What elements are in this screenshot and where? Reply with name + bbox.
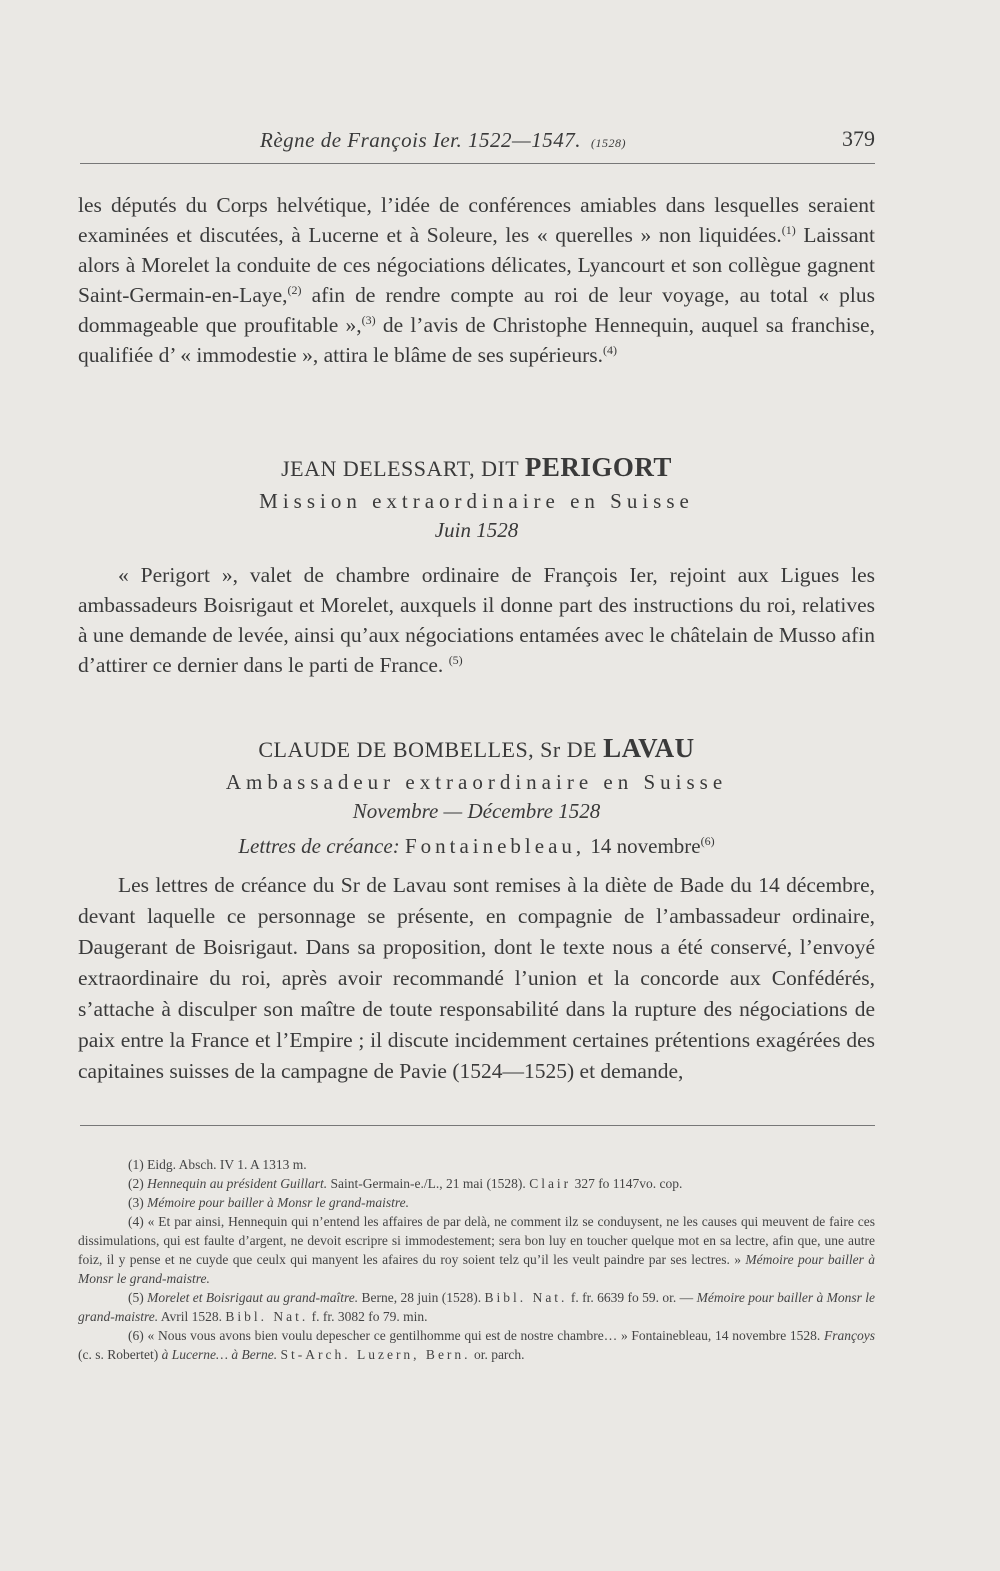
footnote-1: (1) Eidg. Absch. IV 1. A 1313 m. xyxy=(128,1157,307,1172)
page-header xyxy=(80,126,875,160)
page-number: 379 xyxy=(842,126,875,151)
section-1-date: Juin 1528 xyxy=(434,518,519,542)
footnote-ref: (4) xyxy=(603,342,617,357)
intro-paragraph: les députés du Corps helvétique, l’idée de conférences amiables dans lesquelles seraient examinées et discutées, à Lucerne et à Soleure, les « querelles » non liquidées.$^{(1)}$ Laissant alors à Morelet la conduite de ces négociations délicates, Lyancourt et son collègue gagnent Saint-Germain-en-Laye,$^{(2)}$ afin de rendre compte au roi de leur voyage, au total « plus dommageable que proufitable »,$^{(3)}$ de l’avis de Christophe Hennequin, auquel sa franchise, qualifiée d’ « immodestie », attira le blâme de ses supérieurs.$^{(4)}$ xyxy=(78,193,875,367)
section-1-title: JEAN DELESSART, DIT PERIGORT xyxy=(281,452,672,482)
credence-line: Lettres de créance: Fontainebleau, 14 novembre$^{(6)}$ xyxy=(238,834,715,858)
section-2-heading xyxy=(78,733,875,859)
footnote-3: (3) Mémoire pour bailler à Monsr le grand-maistre. xyxy=(128,1195,409,1210)
section-2-date: Novembre — Décembre 1528 xyxy=(352,799,601,823)
footnote-ref: (2) xyxy=(287,282,302,297)
footnote-ref: (6) xyxy=(700,834,715,848)
footnote-rule xyxy=(80,1125,875,1126)
section-1-heading xyxy=(78,452,875,543)
footnote-ref: (1) xyxy=(781,222,796,237)
section-2-subtitle: Ambassadeur extraordinaire en Suisse xyxy=(225,770,728,794)
section-2-title: CLAUDE DE BOMBELLES, Sr DE LAVAU xyxy=(258,733,695,763)
footnote-4: (4) « Et par ainsi, Hennequin qui n’entend les affaires de par delà, ne comment ilz se conduysent, ne les causes qui meuvent de faire ces dissimulations, qui est faulte d’argent, ne devoit escripre si immodestement; sera bon luy en toucher quelque mot en sa lectre, afin que, une autre foiz, il y pense et ne cuyde que ceulx qui manyent les afaires du roy soient telz qu’il les veult paindre par ses lectres. » Mémoire pour bailler à Monsr le grand-maistre. xyxy=(78,1214,875,1286)
footnote-ref: (3) xyxy=(361,312,376,327)
header-rule xyxy=(80,163,875,164)
footnote-2: (2) Hennequin au président Guillart. Saint-Germain-e./L., 21 mai (1528). Clair 327 fo 1147vo. cop. xyxy=(128,1176,683,1191)
footnote-6: (6) « Nous vous avons bien voulu depescher ce gentilhomme qui est de nostre chambre… » Fontainebleau, 14 novembre 1528. Françoys (c. s. Robertet) à Lucerne… à Berne. St-Arch. Luzern, Bern. or. parch. xyxy=(78,1328,876,1362)
date-tag: (1528) xyxy=(590,136,626,150)
footnotes xyxy=(78,1155,875,1364)
section-1-paragraph: « Perigort », valet de chambre ordinaire de François Ier, rejoint aux Ligues les ambassadeurs Boisrigaut et Morelet, auxquels il donne part des instructions du roi, relatives à une demande de levée, ainsi qu’aux négociations entamées avec le châtelain de Musso afin d’attirer ce dernier dans le parti de France. $^{(5)}$ xyxy=(78,563,875,677)
footnote-ref: (5) xyxy=(448,652,463,667)
footnote-5: (5) Morelet et Boisrigaut au grand-maître. Berne, 28 juin (1528). Bibl. Nat. f. fr. 6639 fo 59. or. — Mémoire pour bailler à Monsr le grand-maistre. Avril 1528. Bibl. Nat. f. fr. 3082 fo 79. min. xyxy=(78,1290,876,1324)
running-title: Règne de François Ier. 1522—1547. (1528) xyxy=(260,128,626,152)
section-2-paragraph: Les lettres de créance du Sr de Lavau sont remises à la diète de Bade du 14 décembre, devant laquelle ce personnage se présente, en compagnie de l’ambassadeur ordinaire, Daugerant de Boisrigaut. Dans sa proposition, dont le texte nous a été conservé, l’envoyé extraordinaire du roi, après avoir recommandé l’union et la concorde aux Confédérés, s’attache à disculper son maître de toute responsabilité dans la rupture des négociations de paix entre la France et l’Empire ; il discute incidemment certaines prétentions exagérées des capitaines suisses de la campagne de Pavie (1524—1525) et demande, xyxy=(78,873,875,1083)
section-1-subtitle: Mission extraordinaire en Suisse xyxy=(259,489,694,513)
